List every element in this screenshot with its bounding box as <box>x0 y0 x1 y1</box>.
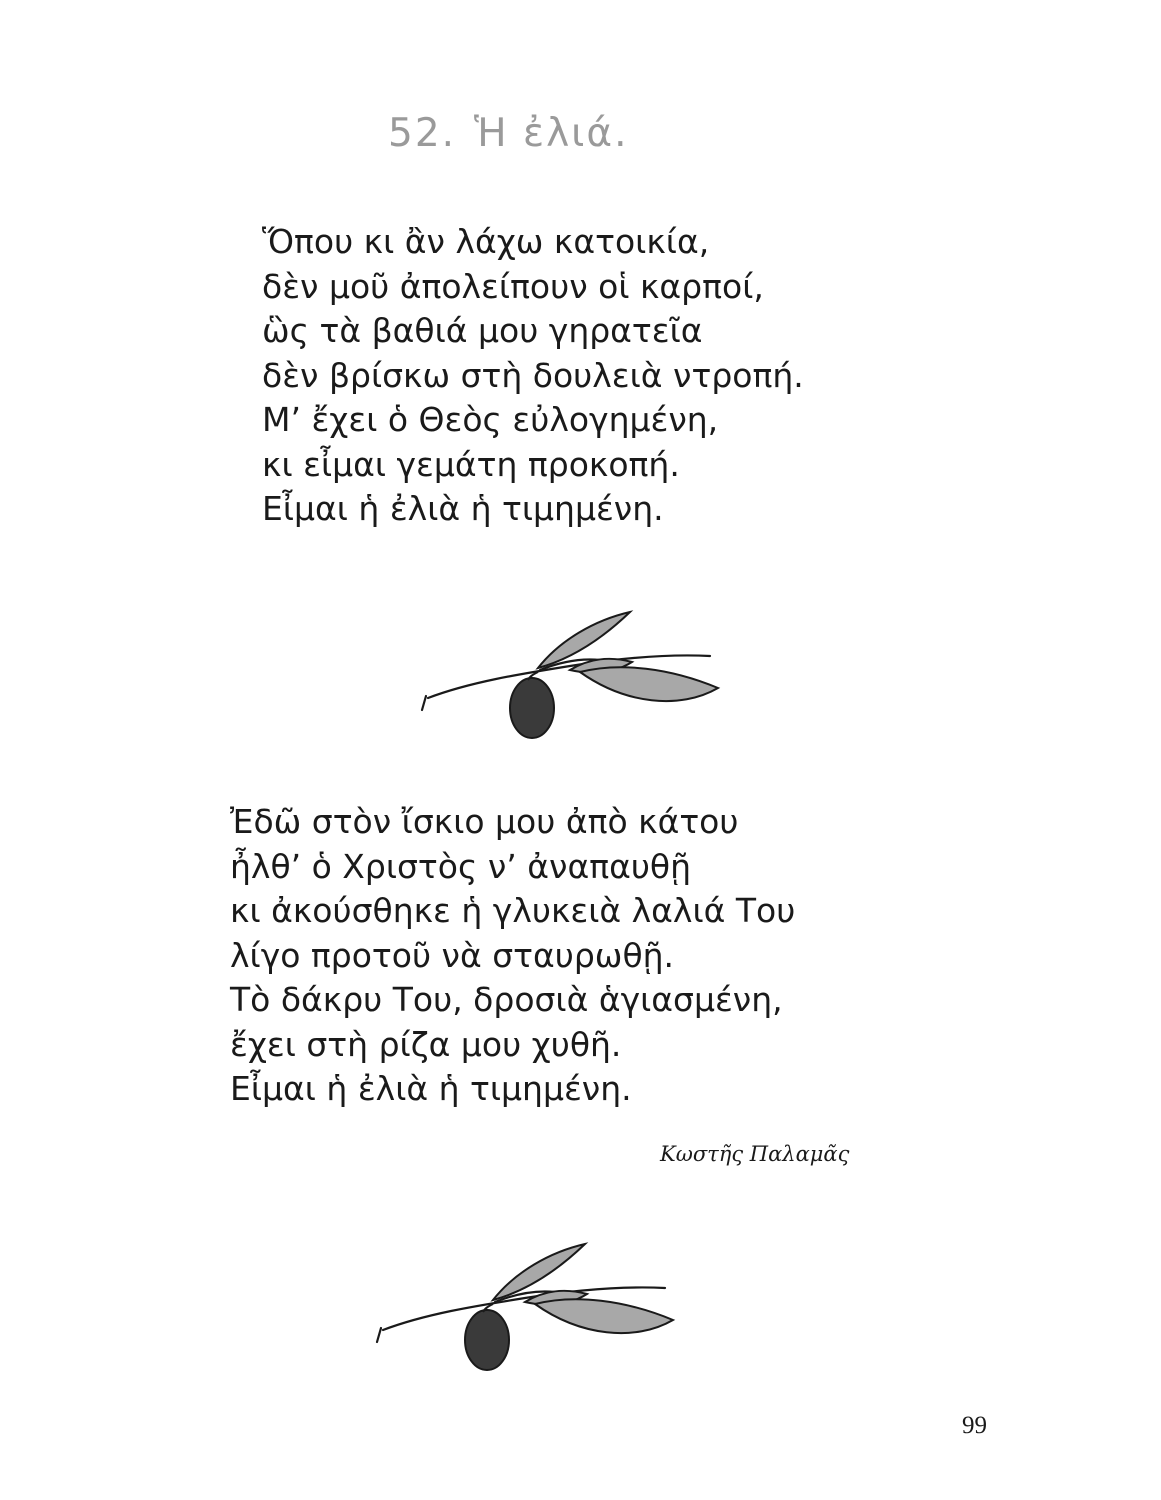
olive-branch-icon <box>375 1232 685 1382</box>
verse-line: Εἶμαι ἡ ἐλιὰ ἡ τιμημένη. <box>262 489 664 528</box>
verse-line: ἦλθ’ ὁ Χριστὸς ν’ ἀναπαυθῇ <box>230 846 692 886</box>
poem-author: Κωστῆς Παλαμᾶς <box>660 1142 850 1166</box>
verse-line: ἔχει στὴ ρίζα μου χυθῆ. <box>230 1024 622 1064</box>
page-number: 99 <box>962 1412 987 1439</box>
verse-line: Εἶμαι ἡ ἐλιὰ ἡ τιμημένη. <box>230 1069 632 1108</box>
poem-title <box>388 108 628 160</box>
stanza-1 <box>262 220 804 532</box>
verse-line: δὲν βρίσκω στὴ δουλειὰ ντροπή. <box>262 355 804 395</box>
stanza-2 <box>230 800 795 1112</box>
olive-branch-icon <box>420 600 730 750</box>
verse-line: Ὅπου κι ἂν λάχω κατοικία, <box>262 222 710 261</box>
verse-line: λίγο προτοῦ νὰ σταυρωθῇ. <box>230 935 675 975</box>
verse-line: ὣς τὰ βαθιά μου γηρατεῖα <box>262 311 703 350</box>
verse-line: Τὸ δάκρυ Του, δροσιὰ ἁγιασμένη, <box>230 980 783 1019</box>
verse-line: δὲν μοῦ ἀπολείπουν οἱ καρποί, <box>262 266 764 306</box>
verse-line: Ἐδῶ στὸν ἴσκιο μου ἀπὸ κάτου <box>230 802 739 841</box>
poem-number: 52. <box>388 111 457 156</box>
verse-line: Μ’ ἔχει ὁ Θεὸς εὐλογημένη, <box>262 400 719 439</box>
verse-line: κι εἶμαι γεμάτη προκοπή. <box>262 444 680 484</box>
verse-line: κι ἀκούσθηκε ἡ γλυκειὰ λαλιά Του <box>230 891 796 930</box>
poem-title-text: Ἡ ἐλιά. <box>474 111 629 156</box>
